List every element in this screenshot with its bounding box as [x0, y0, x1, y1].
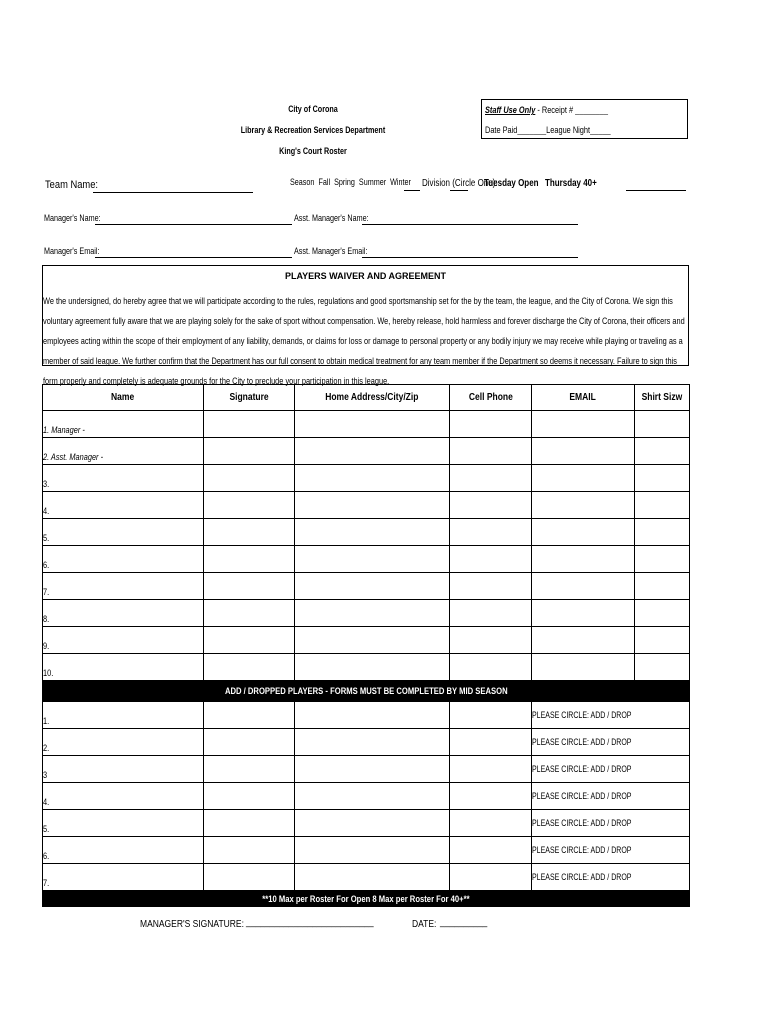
form-title: King's Court Roster — [279, 146, 347, 156]
address-cell[interactable] — [295, 783, 450, 810]
add-drop-choice[interactable]: PLEASE CIRCLE: ADD / DROP — [532, 783, 690, 810]
signature-cell[interactable] — [204, 756, 295, 783]
waiver-text: We the undersigned, do hereby agree that we will participate according to the rules, regulations and good sportsmanship set for the by the team, the league, and the City of Corona. We sign this voluntary agreement fully aware that we are playing solely for the sake of sport without compensation. We, hereby release, hold harmless and forever discharge the City of Corona, their officers and employees acting within the scope of their employment of any liability, demands, or claims for loss or damage to personal property or any bodily injury we may receive while playing or traveling as a member of said league. We further confirm that the Department has our full consent to obtain medical treatment for any team member if the Department so deems it necessary. Failure to sign this form properly and completely is adequate grounds for the City to preclude your participation in this league. — [43, 296, 685, 386]
add-drop-choice[interactable]: PLEASE CIRCLE: ADD / DROP — [532, 810, 690, 837]
season-label: Season — [290, 177, 315, 187]
staff-use-box — [481, 99, 688, 139]
phone-cell[interactable] — [450, 438, 532, 465]
phone-cell[interactable] — [450, 465, 532, 492]
email-cell[interactable] — [532, 600, 635, 627]
footer-note-row — [43, 891, 690, 907]
col-name: Name — [43, 385, 204, 411]
table-row — [43, 546, 690, 573]
add-drop-row — [43, 837, 690, 864]
email-cell[interactable] — [532, 546, 635, 573]
signature-cell[interactable] — [204, 600, 295, 627]
email-cell[interactable] — [532, 438, 635, 465]
table-header-row — [43, 385, 690, 411]
email-cell[interactable] — [532, 465, 635, 492]
row-label[interactable]: 1. — [43, 702, 204, 729]
signature-cell[interactable] — [204, 546, 295, 573]
address-cell[interactable] — [295, 465, 450, 492]
add-drop-banner: ADD / DROPPED PLAYERS - FORMS MUST BE COMPLETED BY MID SEASON — [43, 681, 690, 702]
add-drop-choice[interactable]: PLEASE CIRCLE: ADD / DROP — [532, 756, 690, 783]
shirt-cell[interactable] — [635, 465, 690, 492]
row-label[interactable]: 5. — [43, 810, 204, 837]
row-label[interactable]: 8. — [43, 600, 204, 627]
add-drop-choice[interactable]: PLEASE CIRCLE: ADD / DROP — [532, 864, 690, 891]
division-tuesday-open[interactable]: Tuesday Open — [484, 178, 539, 189]
asst-manager-name-label: Asst. Manager's Name: — [294, 213, 369, 223]
waiver-box — [42, 265, 689, 386]
row-label[interactable]: 4. — [43, 492, 204, 519]
add-drop-row — [43, 756, 690, 783]
form-header — [198, 104, 428, 160]
signature-cell[interactable] — [204, 519, 295, 546]
table-row — [43, 627, 690, 654]
col-shirt-size: Shirt Sizw — [635, 385, 690, 411]
manager-signature-label: MANAGER'S SIGNATURE: — [140, 919, 244, 930]
add-drop-choice[interactable]: PLEASE CIRCLE: ADD / DROP — [532, 729, 690, 756]
address-cell[interactable] — [295, 702, 450, 729]
shirt-cell[interactable] — [635, 546, 690, 573]
phone-cell[interactable] — [450, 783, 532, 810]
add-drop-row — [43, 729, 690, 756]
date-paid-field[interactable]: _______ — [517, 125, 547, 135]
email-cell[interactable] — [532, 573, 635, 600]
phone-cell[interactable] — [450, 864, 532, 891]
shirt-cell[interactable] — [635, 411, 690, 438]
division-underline-right — [626, 190, 686, 191]
phone-cell[interactable] — [450, 810, 532, 837]
row-label[interactable]: 3 — [43, 756, 204, 783]
signature-cell[interactable] — [204, 810, 295, 837]
manager-name-label: Manager's Name: — [44, 213, 101, 223]
row-label[interactable]: 2. Asst. Manager - — [43, 438, 204, 465]
address-cell[interactable] — [295, 654, 450, 681]
shirt-cell[interactable] — [635, 654, 690, 681]
waiver-title: PLAYERS WAIVER AND AGREEMENT — [284, 271, 447, 281]
add-drop-row — [43, 702, 690, 729]
phone-cell[interactable] — [450, 756, 532, 783]
col-cell-phone: Cell Phone — [450, 385, 532, 411]
row-label[interactable]: 2. — [43, 729, 204, 756]
phone-cell[interactable] — [450, 600, 532, 627]
asst-manager-name-field[interactable] — [362, 224, 578, 225]
manager-email-field[interactable] — [95, 257, 292, 258]
season-fall[interactable]: Fall — [318, 177, 331, 187]
row-label[interactable]: 3. — [43, 465, 204, 492]
phone-cell[interactable] — [450, 519, 532, 546]
roster-table — [42, 384, 690, 907]
season-winter[interactable]: Winter — [390, 177, 411, 187]
date-field[interactable]: __________ — [440, 917, 488, 928]
staff-use-only-label: Staff Use Only — [485, 105, 536, 115]
address-cell[interactable] — [295, 411, 450, 438]
shirt-cell[interactable] — [635, 438, 690, 465]
address-cell[interactable] — [295, 546, 450, 573]
email-cell[interactable] — [532, 627, 635, 654]
manager-name-field[interactable] — [95, 224, 292, 225]
row-label[interactable]: 5. — [43, 519, 204, 546]
table-row — [43, 600, 690, 627]
table-row — [43, 519, 690, 546]
add-drop-row — [43, 864, 690, 891]
signature-cell[interactable] — [204, 864, 295, 891]
table-row — [43, 438, 690, 465]
phone-cell[interactable] — [450, 573, 532, 600]
address-cell[interactable] — [295, 519, 450, 546]
email-cell[interactable] — [532, 411, 635, 438]
address-cell[interactable] — [295, 729, 450, 756]
address-cell[interactable] — [295, 756, 450, 783]
row-label[interactable]: 6. — [43, 837, 204, 864]
signature-cell[interactable] — [204, 654, 295, 681]
address-cell[interactable] — [295, 573, 450, 600]
address-cell[interactable] — [295, 438, 450, 465]
row-label[interactable]: 1. Manager - — [43, 411, 204, 438]
signature-cell[interactable] — [204, 438, 295, 465]
phone-cell[interactable] — [450, 702, 532, 729]
address-cell[interactable] — [295, 627, 450, 654]
row-label[interactable]: 7. — [43, 864, 204, 891]
team-name-field[interactable] — [93, 192, 253, 193]
address-cell[interactable] — [295, 864, 450, 891]
league-night-field[interactable]: _____ — [590, 125, 611, 135]
signature-cell[interactable] — [204, 411, 295, 438]
table-row — [43, 411, 690, 438]
phone-cell[interactable] — [450, 492, 532, 519]
table-row — [43, 465, 690, 492]
date-paid-label: Date Paid — [485, 125, 518, 135]
row-label[interactable]: 7. — [43, 573, 204, 600]
asst-manager-email-field[interactable] — [362, 257, 578, 258]
date-label: DATE: — [412, 919, 437, 930]
email-cell[interactable] — [532, 654, 635, 681]
row-label[interactable]: 9. — [43, 627, 204, 654]
row-label[interactable]: 4. — [43, 783, 204, 810]
asst-manager-email-label: Asst. Manager's Email: — [294, 246, 368, 256]
season-underline — [404, 190, 420, 191]
signature-cell[interactable] — [204, 465, 295, 492]
phone-cell[interactable] — [450, 546, 532, 573]
division-thursday-40[interactable]: Thursday 40+ — [545, 178, 597, 189]
shirt-cell[interactable] — [635, 573, 690, 600]
row-label[interactable]: 6. — [43, 546, 204, 573]
row-label[interactable]: 10. — [43, 654, 204, 681]
address-cell[interactable] — [295, 837, 450, 864]
team-name-label: Team Name: — [45, 179, 99, 191]
phone-cell[interactable] — [450, 837, 532, 864]
receipt-field[interactable]: ________ — [575, 105, 608, 115]
footer-note: **10 Max per Roster For Open 8 Max per Roster For 40+** — [43, 891, 690, 907]
shirt-cell[interactable] — [635, 627, 690, 654]
receipt-label: - Receipt # — [535, 105, 574, 115]
phone-cell[interactable] — [450, 729, 532, 756]
signature-cell[interactable] — [204, 837, 295, 864]
phone-cell[interactable] — [450, 411, 532, 438]
league-night-label: League Night — [546, 125, 591, 135]
signature-cell[interactable] — [204, 702, 295, 729]
add-drop-choice[interactable]: PLEASE CIRCLE: ADD / DROP — [532, 837, 690, 864]
add-drop-banner-row — [43, 681, 690, 702]
signature-cell[interactable] — [204, 573, 295, 600]
add-drop-row — [43, 783, 690, 810]
col-address: Home Address/City/Zip — [295, 385, 450, 411]
address-cell[interactable] — [295, 600, 450, 627]
signature-cell[interactable] — [204, 729, 295, 756]
col-email: EMAIL — [532, 385, 635, 411]
table-row — [43, 573, 690, 600]
add-drop-choice[interactable]: PLEASE CIRCLE: ADD / DROP — [532, 702, 690, 729]
manager-email-label: Manager's Email: — [44, 246, 100, 256]
department-name: Library & Recreation Services Department — [240, 125, 386, 135]
signature-cell[interactable] — [204, 627, 295, 654]
division-underline-left — [450, 190, 468, 191]
season-group — [290, 177, 411, 187]
email-cell[interactable] — [532, 492, 635, 519]
table-row — [43, 492, 690, 519]
address-cell[interactable] — [295, 492, 450, 519]
org-name: City of Corona — [288, 104, 338, 114]
shirt-cell[interactable] — [635, 519, 690, 546]
col-signature: Signature — [204, 385, 295, 411]
season-summer[interactable]: Summer — [358, 177, 387, 187]
season-spring[interactable]: Spring — [334, 177, 355, 187]
address-cell[interactable] — [295, 810, 450, 837]
manager-signature-field[interactable]: ___________________________ — [246, 917, 374, 928]
division-label: Division (Circle One): — [422, 178, 498, 189]
phone-cell[interactable] — [450, 654, 532, 681]
shirt-cell[interactable] — [635, 492, 690, 519]
email-cell[interactable] — [532, 519, 635, 546]
signature-cell[interactable] — [204, 492, 295, 519]
phone-cell[interactable] — [450, 627, 532, 654]
shirt-cell[interactable] — [635, 600, 690, 627]
signature-cell[interactable] — [204, 783, 295, 810]
table-row — [43, 654, 690, 681]
add-drop-row — [43, 810, 690, 837]
